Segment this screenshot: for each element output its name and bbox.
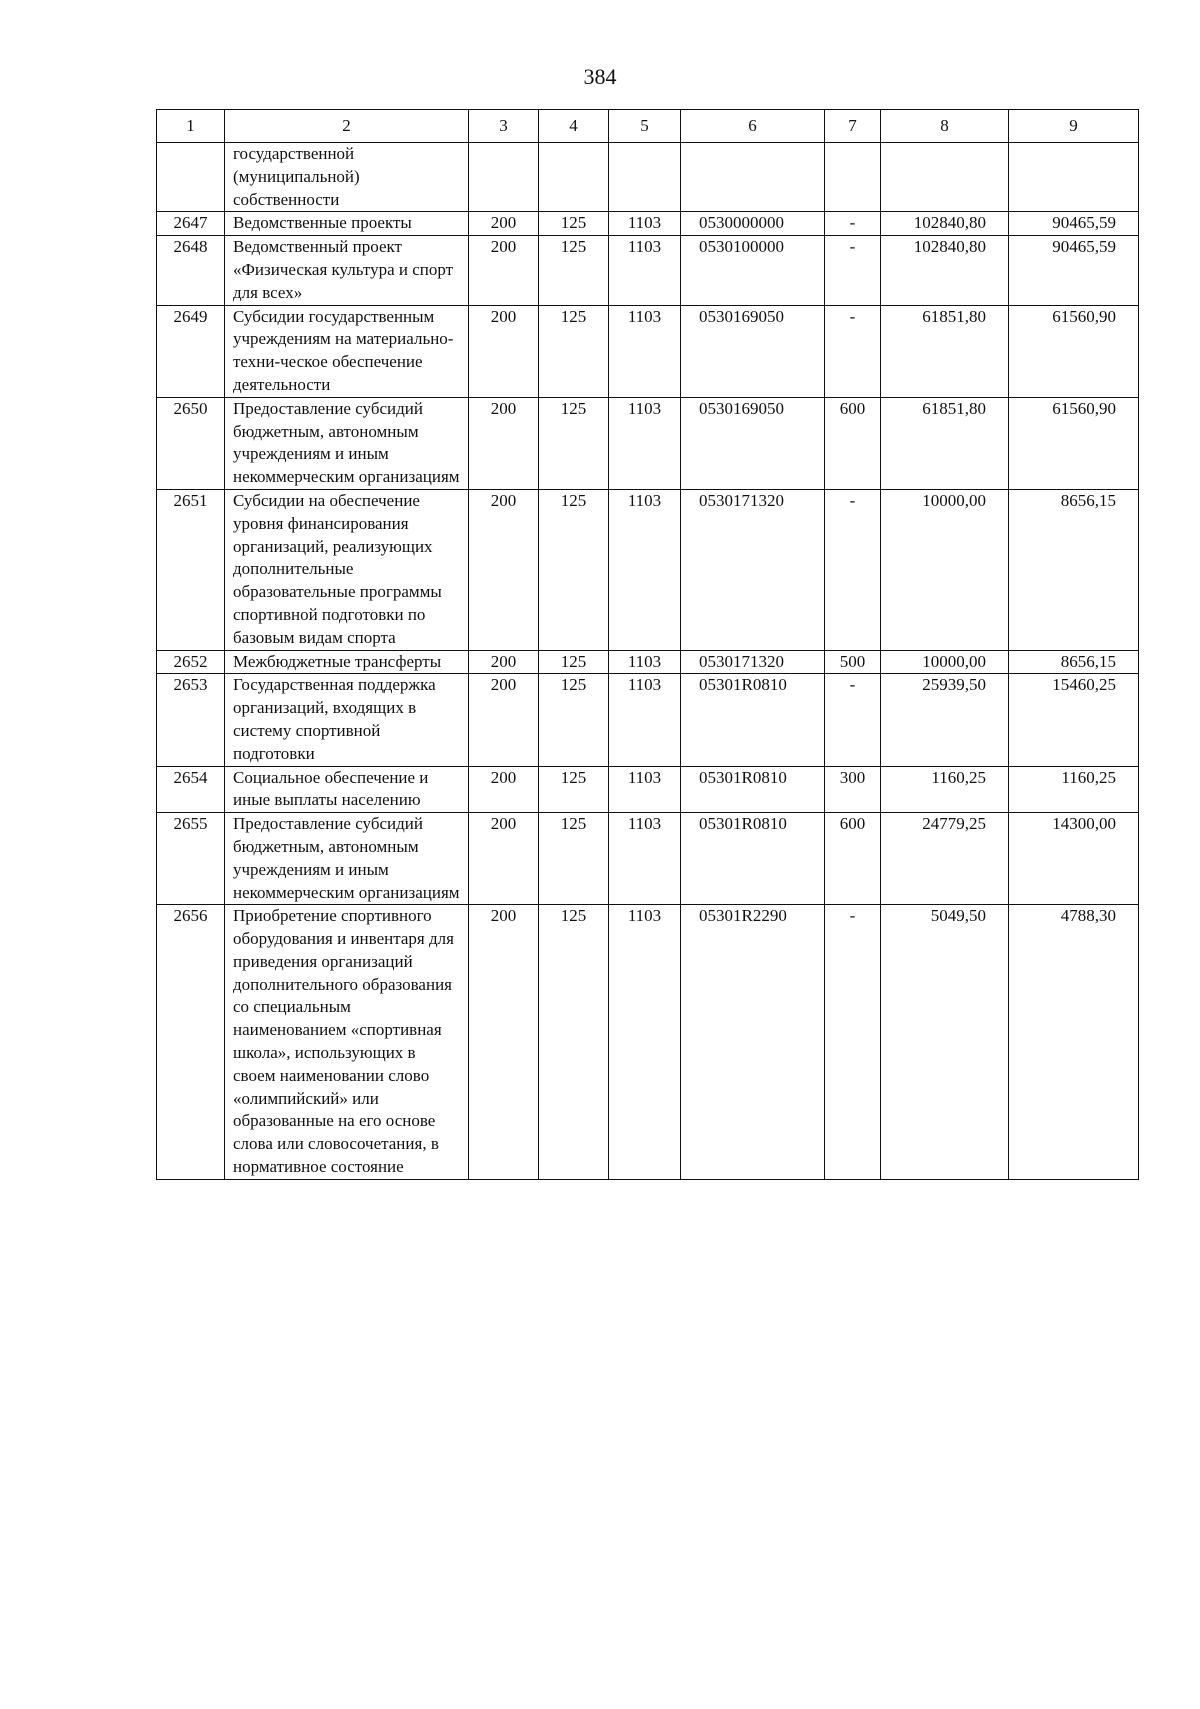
row-number <box>157 143 225 212</box>
row-name: Предоставление субсидий бюджетным, автономным учреждениям и иным некоммерческим организациям <box>225 397 469 489</box>
col8-amount: 10000,00 <box>881 489 1009 650</box>
col6-code: 0530000000 <box>681 212 825 236</box>
col9-amount: 90465,59 <box>1009 236 1139 305</box>
column-header: 5 <box>609 110 681 143</box>
col6-code: 05301R0810 <box>681 766 825 813</box>
col3-value <box>469 143 539 212</box>
col6-code: 0530100000 <box>681 236 825 305</box>
column-header: 3 <box>469 110 539 143</box>
col6-code: 0530169050 <box>681 305 825 397</box>
row-name: Межбюджетные трансферты <box>225 650 469 674</box>
col8-amount: 25939,50 <box>881 674 1009 766</box>
col6-code: 0530169050 <box>681 397 825 489</box>
col8-amount: 102840,80 <box>881 236 1009 305</box>
col6-code: 0530171320 <box>681 489 825 650</box>
table-row <box>157 674 1139 766</box>
table-row <box>157 212 1139 236</box>
col8-amount: 102840,80 <box>881 212 1009 236</box>
table-row <box>157 766 1139 813</box>
col4-value: 125 <box>539 766 609 813</box>
column-header: 9 <box>1009 110 1139 143</box>
col9-amount: 61560,90 <box>1009 305 1139 397</box>
col7-code: - <box>825 236 881 305</box>
table-row <box>157 397 1139 489</box>
row-number: 2655 <box>157 813 225 905</box>
row-name: государственной (муниципальной) собственности <box>225 143 469 212</box>
col9-amount: 4788,30 <box>1009 905 1139 1180</box>
col4-value <box>539 143 609 212</box>
column-header: 2 <box>225 110 469 143</box>
col7-code: - <box>825 305 881 397</box>
col5-value: 1103 <box>609 236 681 305</box>
col8-amount: 61851,80 <box>881 397 1009 489</box>
row-name: Субсидии на обеспечение уровня финансирования организаций, реализующих дополнительные образовательные программы спортивной подготовки по базовым видам спорта <box>225 489 469 650</box>
col3-value: 200 <box>469 305 539 397</box>
col4-value: 125 <box>539 305 609 397</box>
col9-amount <box>1009 143 1139 212</box>
col7-code: 600 <box>825 397 881 489</box>
row-name: Социальное обеспечение и иные выплаты населению <box>225 766 469 813</box>
row-name: Ведомственный проект «Физическая культура и спорт для всех» <box>225 236 469 305</box>
row-number: 2652 <box>157 650 225 674</box>
col5-value: 1103 <box>609 650 681 674</box>
col7-code <box>825 143 881 212</box>
col5-value: 1103 <box>609 212 681 236</box>
col3-value: 200 <box>469 766 539 813</box>
col7-code: - <box>825 905 881 1180</box>
page-number: 384 <box>583 64 617 89</box>
col6-code: 05301R2290 <box>681 905 825 1180</box>
col5-value: 1103 <box>609 397 681 489</box>
col8-amount: 61851,80 <box>881 305 1009 397</box>
row-number: 2648 <box>157 236 225 305</box>
col3-value: 200 <box>469 489 539 650</box>
col5-value: 1103 <box>609 305 681 397</box>
table-row <box>157 813 1139 905</box>
col7-code: 600 <box>825 813 881 905</box>
row-number: 2650 <box>157 397 225 489</box>
col4-value: 125 <box>539 489 609 650</box>
col3-value: 200 <box>469 905 539 1180</box>
table-row <box>157 305 1139 397</box>
row-number: 2649 <box>157 305 225 397</box>
col7-code: - <box>825 674 881 766</box>
row-name: Ведомственные проекты <box>225 212 469 236</box>
column-header: 1 <box>157 110 225 143</box>
col9-amount: 8656,15 <box>1009 650 1139 674</box>
col5-value: 1103 <box>609 489 681 650</box>
col4-value: 125 <box>539 674 609 766</box>
col7-code: 300 <box>825 766 881 813</box>
table-row <box>157 905 1139 1180</box>
col5-value: 1103 <box>609 813 681 905</box>
table-row <box>157 143 1139 212</box>
table-header-row <box>157 110 1139 143</box>
col5-value <box>609 143 681 212</box>
column-header: 4 <box>539 110 609 143</box>
col3-value: 200 <box>469 813 539 905</box>
row-name: Предоставление субсидий бюджетным, автономным учреждениям и иным некоммерческим организациям <box>225 813 469 905</box>
row-number: 2651 <box>157 489 225 650</box>
row-number: 2653 <box>157 674 225 766</box>
table-row <box>157 650 1139 674</box>
row-name: Субсидии государственным учреждениям на материально-техни-ческое обеспечение деятельности <box>225 305 469 397</box>
col4-value: 125 <box>539 212 609 236</box>
col9-amount: 8656,15 <box>1009 489 1139 650</box>
table-row <box>157 489 1139 650</box>
col9-amount: 90465,59 <box>1009 212 1139 236</box>
col4-value: 125 <box>539 397 609 489</box>
column-header: 8 <box>881 110 1009 143</box>
col7-code: - <box>825 212 881 236</box>
col4-value: 125 <box>539 650 609 674</box>
row-number: 2656 <box>157 905 225 1180</box>
col9-amount: 61560,90 <box>1009 397 1139 489</box>
col8-amount: 1160,25 <box>881 766 1009 813</box>
row-number: 2647 <box>157 212 225 236</box>
row-name: Государственная поддержка организаций, входящих в систему спортивной подготовки <box>225 674 469 766</box>
col9-amount: 1160,25 <box>1009 766 1139 813</box>
budget-table <box>156 109 1139 1180</box>
col4-value: 125 <box>539 905 609 1180</box>
col7-code: 500 <box>825 650 881 674</box>
col6-code <box>681 143 825 212</box>
col8-amount: 24779,25 <box>881 813 1009 905</box>
col5-value: 1103 <box>609 905 681 1180</box>
col9-amount: 14300,00 <box>1009 813 1139 905</box>
col8-amount: 10000,00 <box>881 650 1009 674</box>
col8-amount <box>881 143 1009 212</box>
table-row <box>157 236 1139 305</box>
col4-value: 125 <box>539 236 609 305</box>
row-number: 2654 <box>157 766 225 813</box>
column-header: 6 <box>681 110 825 143</box>
col3-value: 200 <box>469 236 539 305</box>
col7-code: - <box>825 489 881 650</box>
col4-value: 125 <box>539 813 609 905</box>
column-header: 7 <box>825 110 881 143</box>
col6-code: 05301R0810 <box>681 813 825 905</box>
col3-value: 200 <box>469 674 539 766</box>
col9-amount: 15460,25 <box>1009 674 1139 766</box>
col5-value: 1103 <box>609 766 681 813</box>
col3-value: 200 <box>469 212 539 236</box>
row-name: Приобретение спортивного оборудования и инвентаря для приведения организаций дополнительного образования со специальным наименованием «спортивная школа», использующих в своем наименовании слово «олимпийский» или образованные на его основе слова или словосочетания, в нормативное состояние <box>225 905 469 1180</box>
col8-amount: 5049,50 <box>881 905 1009 1180</box>
col3-value: 200 <box>469 397 539 489</box>
col3-value: 200 <box>469 650 539 674</box>
col5-value: 1103 <box>609 674 681 766</box>
col6-code: 05301R0810 <box>681 674 825 766</box>
col6-code: 0530171320 <box>681 650 825 674</box>
